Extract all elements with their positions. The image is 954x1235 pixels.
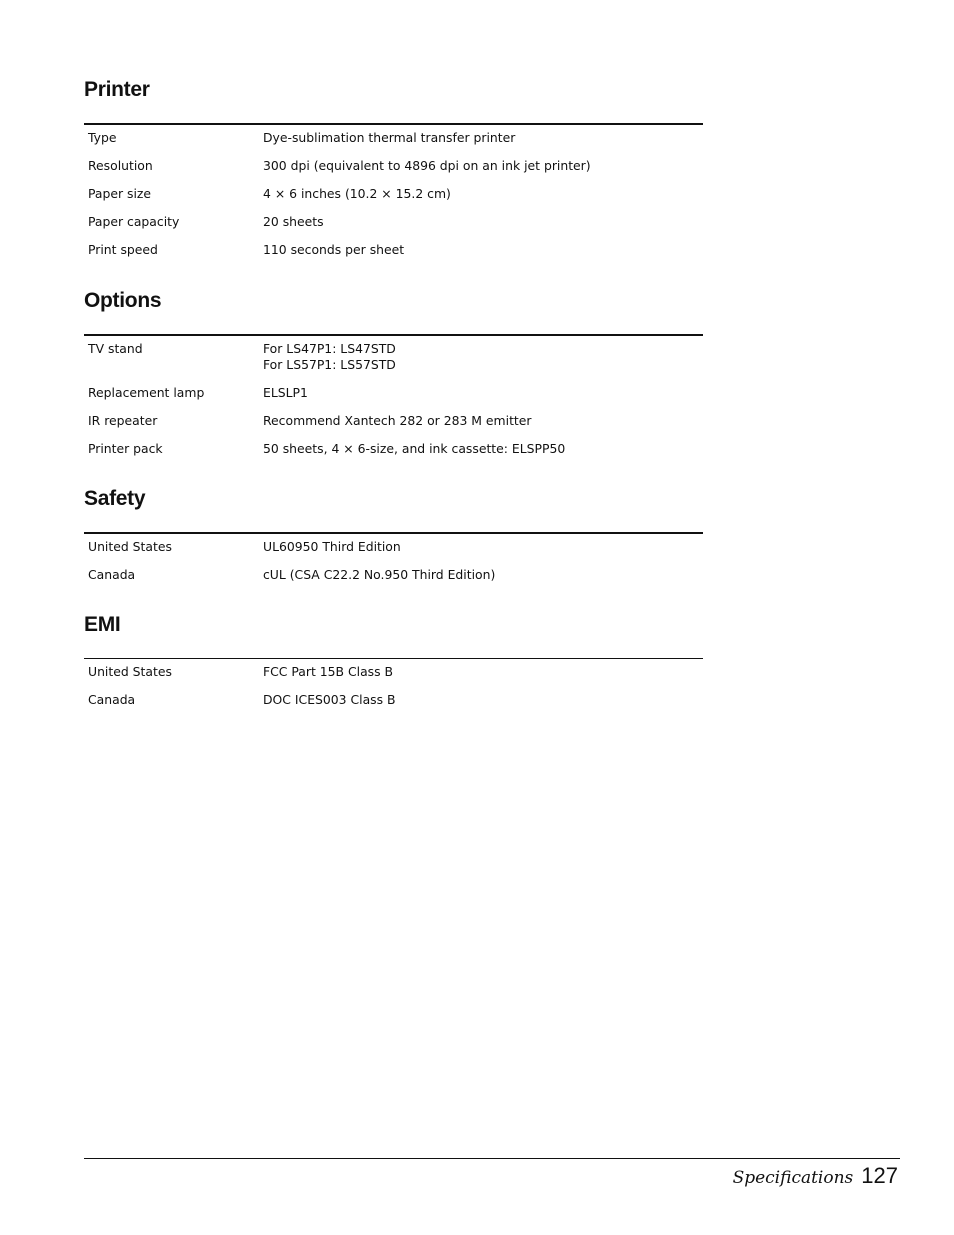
spec-value <box>263 692 703 708</box>
spec-value <box>263 567 703 583</box>
spec-label: Resolution <box>88 158 153 173</box>
spec-value-line: cUL (CSA C22.2 No.950 Third Edition) <box>263 567 496 582</box>
spec-value-line: 300 dpi (equivalent to 4896 dpi on an ink jet printer) <box>263 158 591 173</box>
spec-rows <box>84 336 703 457</box>
footer-section-name: Specifications <box>732 1168 854 1188</box>
spec-label: United States <box>88 664 172 679</box>
spec-value-line: 4 × 6 inches (10.2 × 15.2 cm) <box>263 186 451 201</box>
spec-row <box>84 664 703 680</box>
spec-label: Replacement lamp <box>88 385 205 400</box>
spec-value-line: DOC ICES003 Class B <box>263 692 396 707</box>
spec-label: United States <box>88 539 172 554</box>
spec-value <box>263 242 703 258</box>
spec-row <box>84 567 703 583</box>
spec-value <box>263 385 703 401</box>
section-title: Options <box>84 289 162 312</box>
spec-row <box>84 158 703 174</box>
spec-value <box>263 186 703 202</box>
spec-label: Paper capacity <box>88 214 180 229</box>
spec-value-line: ELSLP1 <box>263 385 308 400</box>
spec-row <box>84 441 703 457</box>
spec-value-line: For LS47P1: LS47STD <box>263 341 396 356</box>
spec-label: TV stand <box>88 341 143 356</box>
footer-rule <box>84 1158 900 1159</box>
spec-value-line: Recommend Xantech 282 or 283 M emitter <box>263 413 532 428</box>
spec-label: IR repeater <box>88 413 158 428</box>
section-title: Printer <box>84 78 150 101</box>
spec-label: Paper size <box>88 186 152 201</box>
spec-value-line: Dye-sublimation thermal transfer printer <box>263 130 516 145</box>
spec-row <box>84 214 703 230</box>
spec-value <box>263 341 703 373</box>
spec-value <box>263 664 703 680</box>
spec-value-line: 110 seconds per sheet <box>263 242 405 257</box>
spec-label: Canada <box>88 692 136 707</box>
spec-label: Printer pack <box>88 441 163 456</box>
spec-value-line: 20 sheets <box>263 214 324 229</box>
section-safety <box>84 487 703 583</box>
spec-value-line: For LS57P1: LS57STD <box>263 357 396 372</box>
spec-row <box>84 385 703 401</box>
spec-rows <box>84 125 703 258</box>
section-title: Safety <box>84 487 146 510</box>
page-number: 127 <box>861 1163 898 1188</box>
spec-value <box>263 130 703 146</box>
spec-value <box>263 441 703 457</box>
section-options <box>84 289 703 457</box>
spec-label: Print speed <box>88 242 158 257</box>
spec-value-line: FCC Part 15B Class B <box>263 664 394 679</box>
page-footer <box>733 1163 898 1189</box>
spec-row <box>84 413 703 429</box>
spec-row <box>84 186 703 202</box>
spec-rows <box>84 534 703 583</box>
spec-value-line: UL60950 Third Edition <box>263 539 401 554</box>
spec-value-line: 50 sheets, 4 × 6-size, and ink cassette: ELSPP50 <box>263 441 566 456</box>
spec-row <box>84 692 703 708</box>
spec-value <box>263 158 703 174</box>
spec-row <box>84 242 703 258</box>
section-emi <box>84 613 703 708</box>
spec-row <box>84 341 703 373</box>
spec-row <box>84 130 703 146</box>
spec-row <box>84 539 703 555</box>
section-printer <box>84 78 703 258</box>
spec-value <box>263 214 703 230</box>
spec-value <box>263 539 703 555</box>
spec-value <box>263 413 703 429</box>
spec-label: Canada <box>88 567 136 582</box>
spec-rows <box>84 659 703 708</box>
spec-label: Type <box>88 130 117 145</box>
section-title: EMI <box>84 613 121 636</box>
